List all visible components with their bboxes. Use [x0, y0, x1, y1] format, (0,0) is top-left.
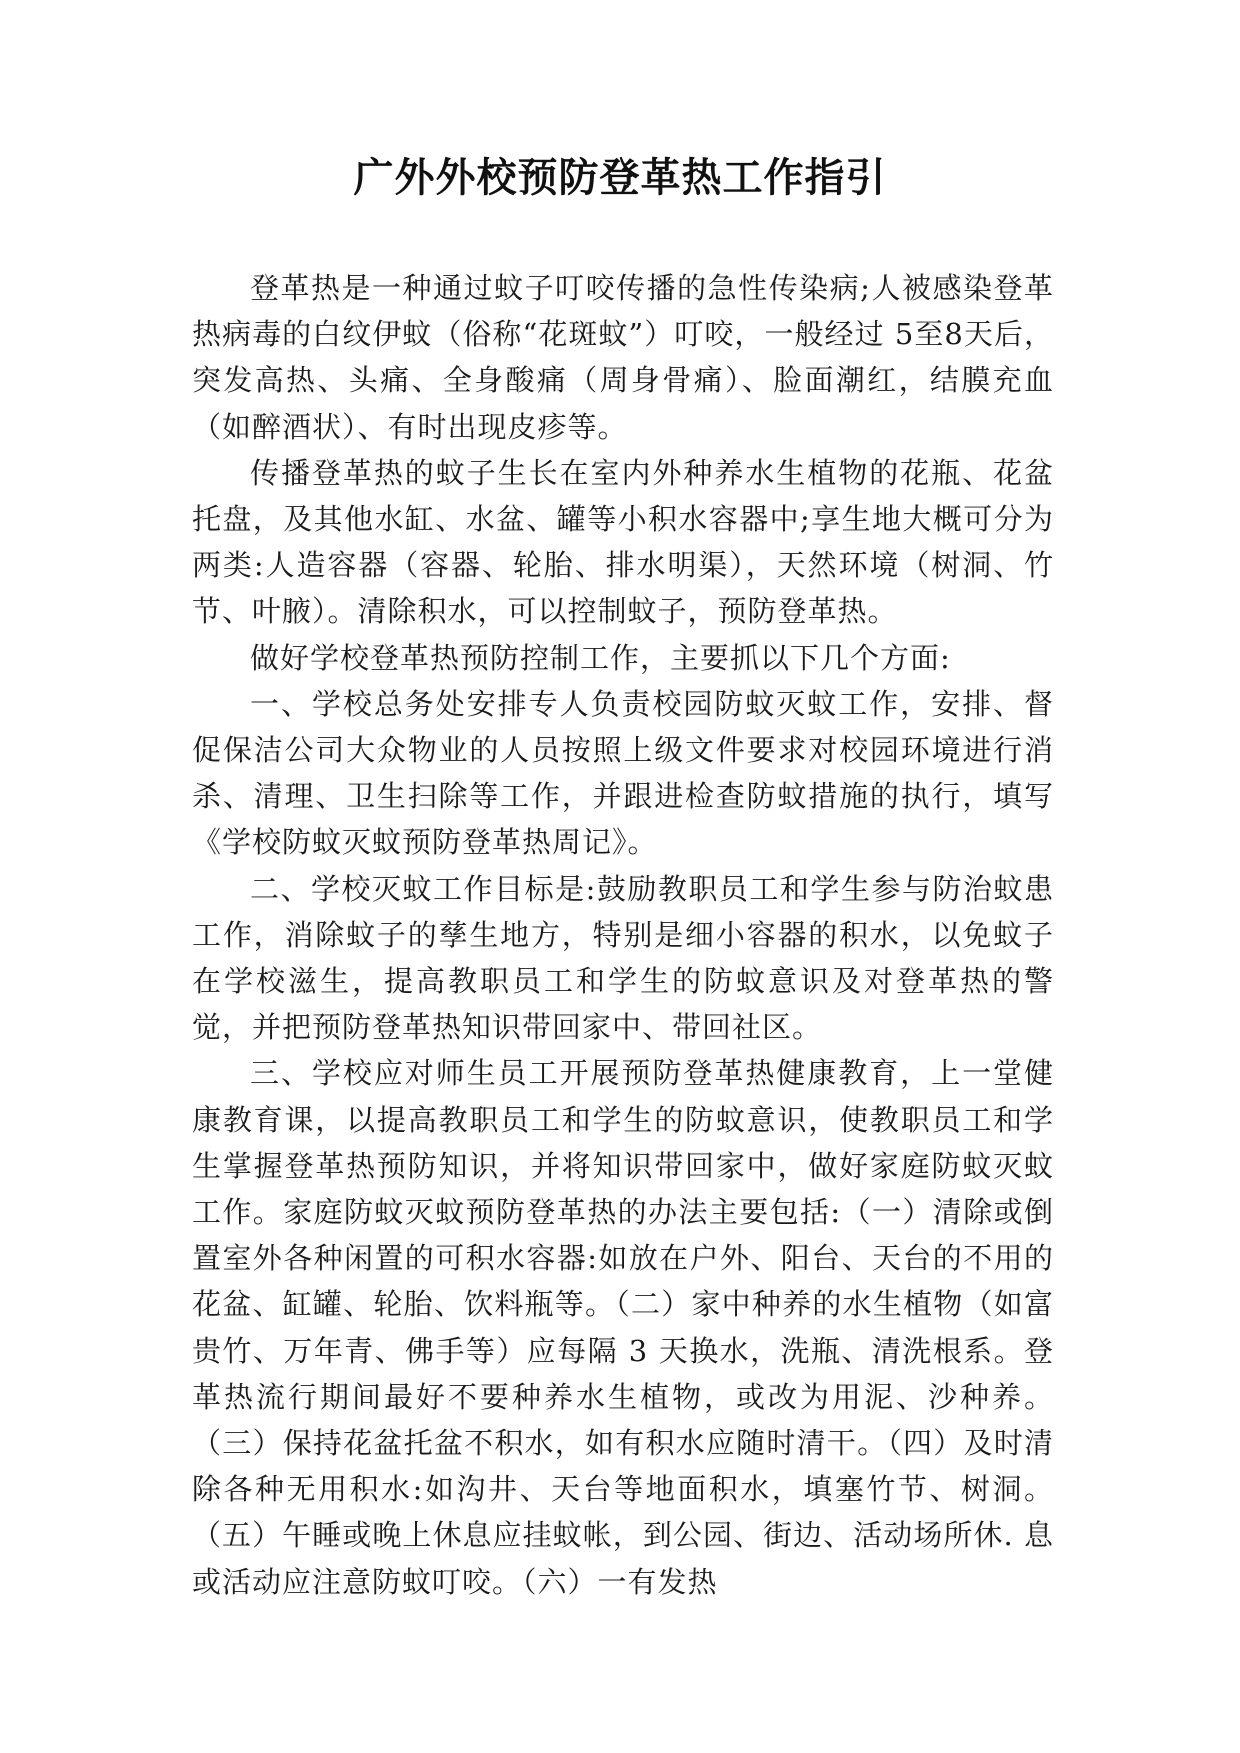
paragraph-aspects: 做好学校登革热预防控制工作，主要抓以下几个方面: — [250, 640, 951, 675]
paragraph-item-2: 二、学校灭蚊工作目标是:鼓励教职员工和学生参与防治蚊患工作，消除蚊子的孳生地方，特别是细小容器的积水，以免蚊子在学校滋生，提高教职员工和学生的防蚊意识及对登革热的警觉，并把预防登革热知识带回家中、带回社区。 — [192, 871, 1054, 1045]
paragraph-item-3: 三、学校应对师生员工开展预防登革热健康教育，上一堂健康教育课，以提高教职员工和学生的防蚊意识，使教职员工和学生掌握登革热预防知识，并将知识带回家中，做好家庭防蚊灭蚊工作。家庭防蚊灭蚊预防登革热的办法主要包括:（一）清除或倒置室外各种闲置的可积水容器:如放在户外、阳台、天台的不用的花盆、缸罐、轮胎、饮料瓶等。（二）家中种养的水生植物（如富贵竹、万年青、佛手等）应每隔 3 天换水，洗瓶、清洗根系。登革热流行期间最好不要种养水生植物，或改为用泥、沙种养。（三）保持花盆托盆不积水，如有积水应随时清干。（四）及时清除各种无用积水:如沟井、天台等地面积水，填塞竹节、树洞。（五）午睡或晚上休息应挂蚊帐，到公园、街边、活动场所休. 息或活动应注意防蚊叮咬。（六）一有发热 — [192, 1056, 1054, 1599]
paragraph-intro: 登革热是一种通过蚊子叮咬传播的急性传染病;人被感染登革热病毒的白纹伊蚊（俗称“花斑蚊”）叮咬，一般经过 5至8天后，突发高热、头痛、全身酸痛（周身骨痛）、脸面潮红，结膜充血（如醉酒状）、有时出现皮疹等。 — [192, 271, 1054, 444]
document-title: 广外外校预防登革热工作指引 — [353, 155, 887, 201]
document-body — [192, 265, 1054, 1605]
paragraph-item-1: 一、学校总务处安排专人负责校园防蚊灭蚊工作，安排、督促保洁公司大众物业的人员按照上级文件要求对校园环境进行消杀、清理、卫生扫除等工作，并跟进检查防蚊措施的执行，填写《学校防蚊灭蚊预防登革热周记》。 — [192, 686, 1054, 860]
paragraph-breeding: 传播登革热的蚊子生长在室内外种养水生植物的花瓶、花盆托盘，及其他水缸、水盆、罐等小积水容器中;享生地大概可分为两类:人造容器（容器、轮胎、排水明渠），天然环境（树洞、竹节、叶腋）。清除积水，可以控制蚊子，预防登革热。 — [192, 455, 1054, 629]
